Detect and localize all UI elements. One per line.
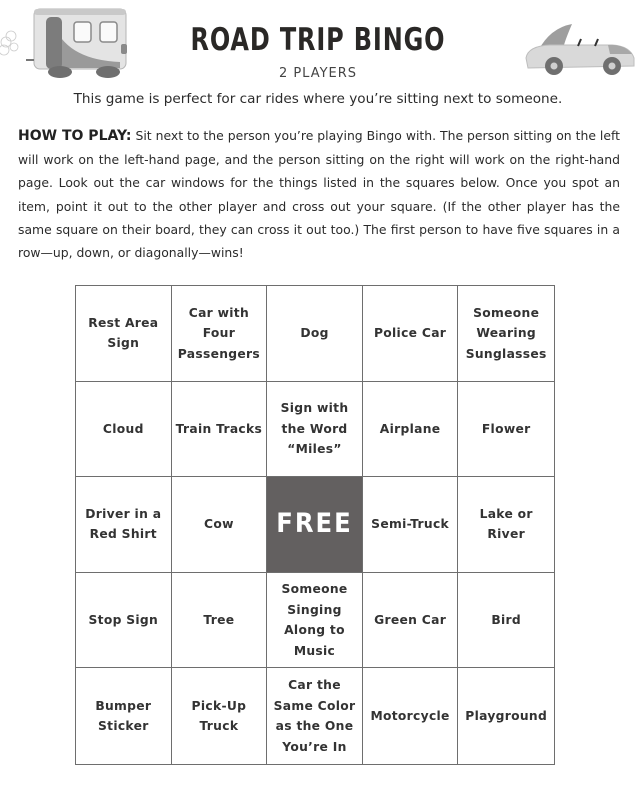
bingo-square-label: Lake or River bbox=[479, 506, 533, 542]
bingo-square-label: Playground bbox=[465, 708, 548, 723]
bingo-square-label: Someone Singing Along to Music bbox=[281, 582, 348, 658]
bingo-square[interactable] bbox=[458, 477, 554, 573]
bingo-square-label: Driver in a Red Shirt bbox=[85, 506, 162, 542]
bingo-square-label: Train Tracks bbox=[175, 421, 263, 436]
bingo-square-label: Rest Area Sign bbox=[88, 315, 159, 351]
bingo-square[interactable] bbox=[458, 286, 554, 382]
bingo-square-label: Police Car bbox=[373, 326, 447, 341]
bingo-square[interactable] bbox=[267, 668, 363, 764]
bingo-square[interactable] bbox=[172, 668, 268, 764]
bingo-square-label: Tree bbox=[203, 612, 235, 627]
bingo-square[interactable] bbox=[458, 382, 554, 478]
bingo-square[interactable] bbox=[363, 477, 459, 573]
bingo-square-label: Semi-Truck bbox=[371, 517, 450, 532]
bingo-square-label: Dog bbox=[300, 326, 329, 341]
bingo-square-label: Sign with the Word “Miles” bbox=[280, 401, 349, 457]
bingo-square-label: Motorcycle bbox=[370, 708, 450, 723]
how-to-play-label: HOW TO PLAY: bbox=[18, 128, 132, 144]
bingo-square-label: Green Car bbox=[374, 612, 447, 627]
bingo-square[interactable] bbox=[267, 573, 363, 669]
bingo-square[interactable] bbox=[458, 668, 554, 764]
bingo-square[interactable] bbox=[363, 573, 459, 669]
bingo-square-label: Car with Four Passengers bbox=[177, 305, 261, 361]
bingo-square[interactable] bbox=[76, 668, 172, 764]
bingo-square-label: Airplane bbox=[379, 421, 441, 436]
bingo-square-label: Car the Same Color as the One You’re In bbox=[273, 678, 356, 754]
bingo-square[interactable] bbox=[76, 382, 172, 478]
bingo-card bbox=[75, 285, 555, 765]
bingo-square[interactable] bbox=[172, 286, 268, 382]
player-count: 2 PLAYERS bbox=[278, 66, 358, 81]
bingo-square[interactable] bbox=[363, 668, 459, 764]
how-to-play-text: Sit next to the person you’re playing Bingo with. The person sitting on the left will work on the left-hand page, and the person sitting on the right will work on the right-hand page. Look out the car windows for the things listed in the squares below. Once you spot an item, point it out to the other player and cross out your square. (If the other player has the same square on their board, they can cross it out too.) The first person to have five squares in a row—up, down, or diagonally—wins! bbox=[18, 128, 620, 261]
page-title: ROAD TRIP BINGO bbox=[190, 22, 446, 58]
bingo-square-label: Stop Sign bbox=[88, 612, 159, 627]
bingo-square[interactable] bbox=[172, 382, 268, 478]
bingo-square-label: Bumper Sticker bbox=[95, 698, 152, 734]
intro-text: This game is perfect for car rides where you’re sitting next to someone. bbox=[73, 91, 563, 107]
bingo-square[interactable] bbox=[267, 382, 363, 478]
bingo-square[interactable] bbox=[267, 286, 363, 382]
bingo-square-label: Someone Wearing Sunglasses bbox=[465, 305, 547, 361]
bingo-square-label: Flower bbox=[481, 421, 531, 436]
bingo-square-label: FREE bbox=[276, 508, 353, 540]
bingo-square-label: Cloud bbox=[102, 421, 144, 436]
bingo-square-label: Pick-Up Truck bbox=[191, 698, 247, 734]
bingo-square-free[interactable] bbox=[267, 477, 363, 573]
bingo-square[interactable] bbox=[76, 477, 172, 573]
bingo-square[interactable] bbox=[172, 477, 268, 573]
bingo-square[interactable] bbox=[458, 573, 554, 669]
bingo-square[interactable] bbox=[76, 286, 172, 382]
bingo-square-label: Cow bbox=[204, 517, 234, 532]
bingo-square-label: Bird bbox=[491, 612, 522, 627]
bingo-square[interactable] bbox=[76, 573, 172, 669]
bingo-square[interactable] bbox=[363, 382, 459, 478]
bingo-square[interactable] bbox=[363, 286, 459, 382]
bingo-square[interactable] bbox=[172, 573, 268, 669]
how-to-play bbox=[18, 124, 620, 264]
